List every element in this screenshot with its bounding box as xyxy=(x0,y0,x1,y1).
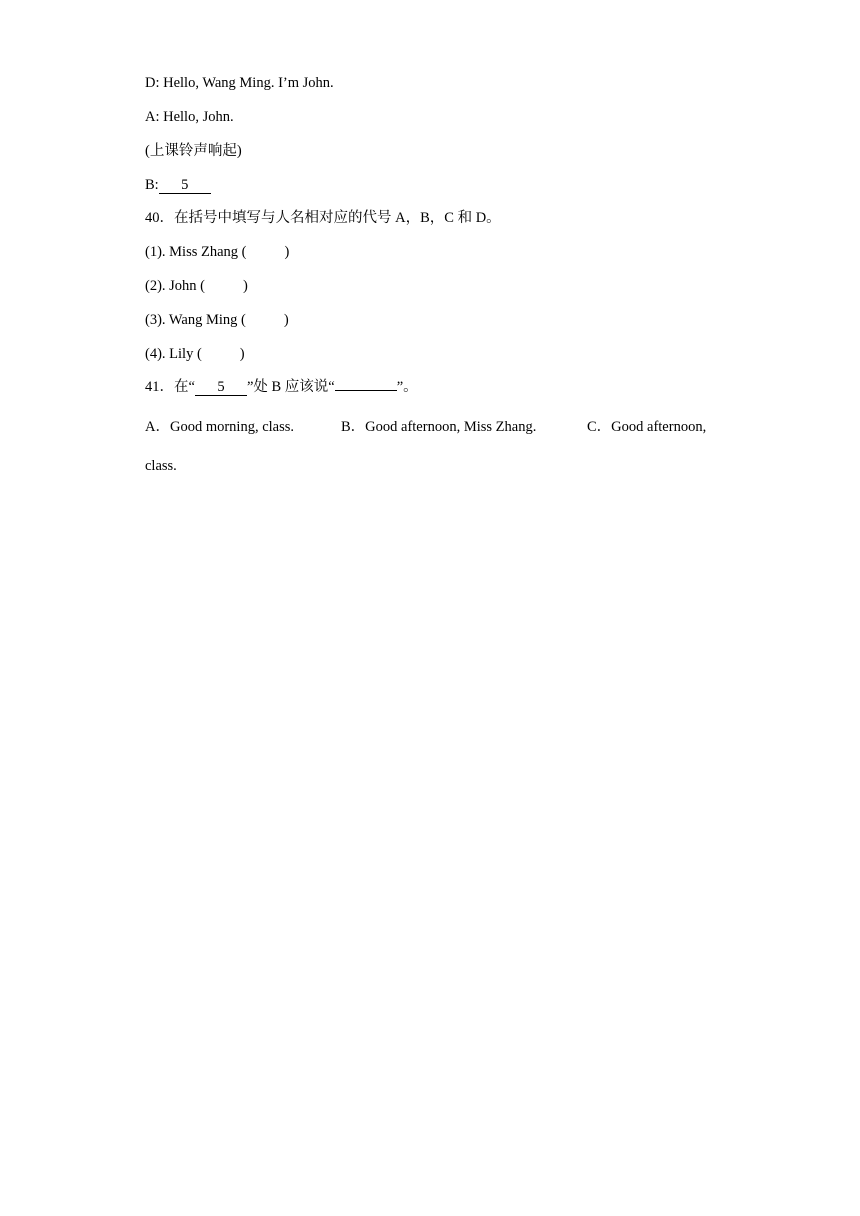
item-2-label: (2). John ( xyxy=(145,278,206,294)
option-b[interactable]: B．Good afternoon, Miss Zhang. xyxy=(341,419,537,435)
option-a[interactable]: A．Good morning, class. xyxy=(145,419,295,435)
question-41-text-before: 在“ xyxy=(174,379,195,395)
stage-direction: (上课铃声响起) xyxy=(145,143,242,159)
question-40-number: 40． xyxy=(145,210,174,226)
question-41-answer-blank[interactable] xyxy=(335,378,397,391)
dialogue-line-b xyxy=(145,176,211,194)
question-40-item-2 xyxy=(145,277,248,295)
question-41-text-after: ”。 xyxy=(396,379,418,395)
item-2-close-paren: ) xyxy=(243,278,248,294)
dialogue-line-d: D: Hello, Wang Ming. I’m John. xyxy=(145,75,334,91)
question-40-text: 在括号中填写与人名相对应的代号 A，B，C 和 D。 xyxy=(174,210,501,226)
speaker-b-label: B: xyxy=(145,177,159,193)
item-4-close-paren: ) xyxy=(239,346,245,362)
question-40-item-4 xyxy=(145,345,245,363)
question-41-number: 41． xyxy=(145,379,174,395)
item-4-label: (4). Lily ( xyxy=(145,346,202,362)
item-1-label: (1). Miss Zhang ( xyxy=(145,244,247,260)
question-41-prompt xyxy=(145,378,418,396)
question-40-item-3 xyxy=(145,311,289,329)
question-41-text-middle: ”处 B 应该说“ xyxy=(246,379,335,395)
item-3-close-paren: ) xyxy=(283,312,289,328)
question-40-prompt xyxy=(145,209,501,227)
item-1-close-paren: ) xyxy=(284,244,290,260)
answer-blank-5: 5 xyxy=(159,178,211,194)
option-c[interactable]: C．Good afternoon, xyxy=(587,419,707,435)
question-40-item-1 xyxy=(145,243,289,261)
question-41-blank-ref: 5 xyxy=(195,380,247,396)
dialogue-line-a: A: Hello, John. xyxy=(145,109,234,125)
option-c-continued: class. xyxy=(145,458,177,474)
item-3-label: (3). Wang Ming ( xyxy=(145,312,246,328)
